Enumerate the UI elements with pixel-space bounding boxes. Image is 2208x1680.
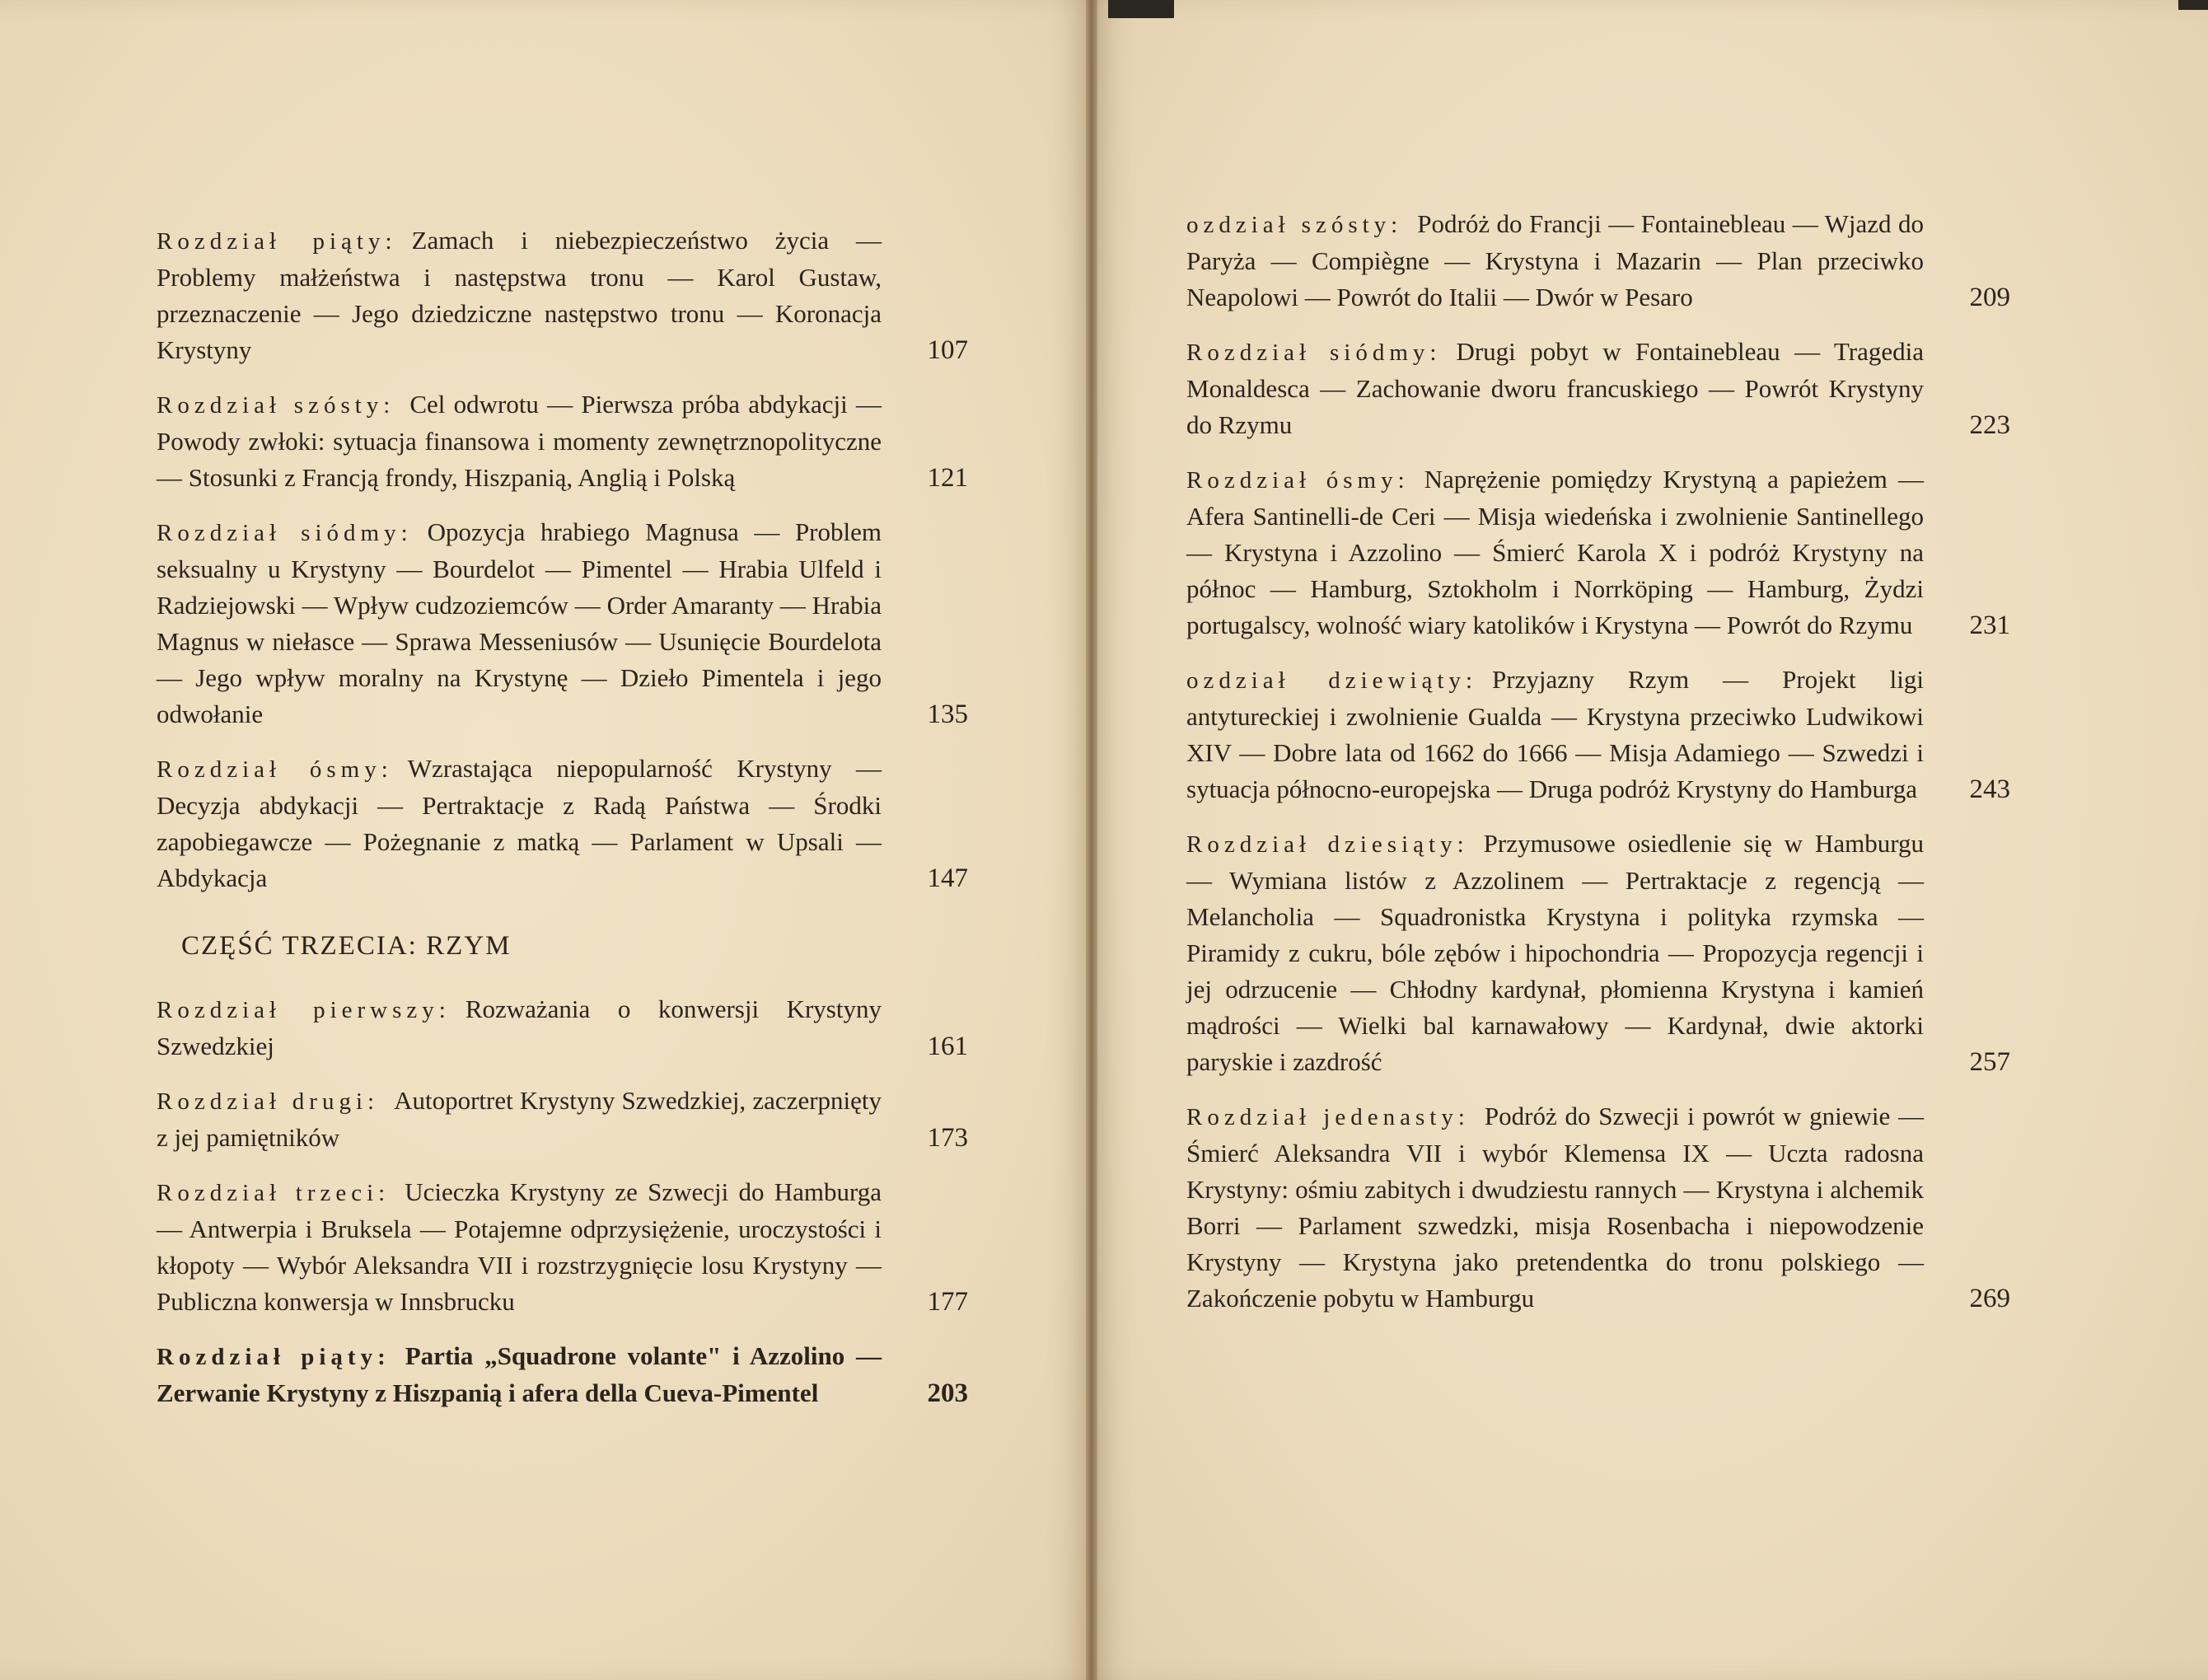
chapter-label: Rozdział pierwszy: xyxy=(157,997,451,1023)
page-number: 147 xyxy=(927,863,968,893)
toc-entry xyxy=(1186,662,2010,807)
chapter-label: ozdział szósty: xyxy=(1186,212,1403,238)
chapter-summary: Podróż do Szwecji i powrót w gniewie — Śmierć Aleksandra VII i wybór Klemensa IX — Uczta radosna Krystyny: ośmiu zabitych i dwudziestu rannych — Krystyna i alchemik Borri — Parlament szwedzki, misja Rosenbacha i niepowodzenie Krystyny — Krystyna jako pretendentka do tronu polskiego — Zakończenie pobytu w Hamburgu xyxy=(1186,1102,1924,1313)
chapter-summary: Zamach i niebezpieczeństwo życia — Problemy małżeństwa i następstwa tronu — Karol Gustaw, przeznaczenie — Jego dziedziczne następstwo tronu — Koronacja Krystyny xyxy=(157,226,882,364)
toc-entry xyxy=(157,1083,968,1156)
page-number: 203 xyxy=(927,1378,968,1408)
chapter-summary: Partia „Squadrone volante" i Azzolino — Zerwanie Krystyny z Hiszpanią i afera della Cueva-Pimentel xyxy=(157,1341,882,1407)
page-number: 231 xyxy=(1969,611,2010,640)
chapter-summary: Opozycja hrabiego Magnusa — Problem seksualny u Krystyny — Bourdelot — Pimentel — Hrabia Ulfeld i Radziejowski — Wpływ cudzoziemców — Order Amaranty — Hrabia Magnus w niełasce — Sprawa Messeniusów — Usunięcie Bourdelota — Jego wpływ moralny na Krystynę — Dzieło Pimentela i jego odwołanie xyxy=(157,517,882,728)
page-number: 107 xyxy=(927,335,968,365)
chapter-summary: Przymusowe osiedlenie się w Hamburgu — Wymiana listów z Azzolinem — Pertraktacje z regencją — Melancholia — Squadronistka Krystyna i polityka rzymska — Piramidy z cukru, bóle zębów i hipochondria — Propozycja regencji i jej odrzucenie — Chłodny kardynał, płomienna Krystyna i kamień mądrości — Wielki bal karnawałowy — Kardynał, dwie aktorki paryskie i zazdrość xyxy=(1186,829,1924,1076)
chapter-label: Rozdział piąty: xyxy=(157,1344,391,1370)
left-toc xyxy=(157,222,968,1430)
page-number: 161 xyxy=(927,1032,968,1061)
toc-entry xyxy=(157,751,968,896)
chapter-label: Rozdział piąty: xyxy=(157,228,397,255)
toc-entry xyxy=(1186,334,2010,443)
left-page xyxy=(0,0,1092,1680)
page-number: 257 xyxy=(1969,1047,2010,1077)
chapter-label: Rozdział jedenasty: xyxy=(1186,1104,1470,1130)
chapter-summary: Autoportret Krystyny Szwedzkiej, zaczerpnięty z jej pamiętników xyxy=(157,1086,882,1152)
page-number: 177 xyxy=(927,1287,968,1317)
chapter-summary: Przyjazny Rzym — Projekt ligi antytureckiej i zwolnienie Gualda — Krystyna przeciwko Ludwikowi XIV — Dobre lata od 1662 do 1666 — Misja Adamiego — Szwedzi i sytuacja północno-europejska — Druga podróż Krystyny do Hamburga xyxy=(1186,665,1925,803)
chapter-summary: Cel odwrotu — Pierwsza próba abdykacji — Powody zwłoki: sytuacja finansowa i momenty zewnętrznopolityczne — Stosunki z Francją frondy, Hiszpanią, Anglią i Polską xyxy=(157,390,882,492)
chapter-label: Rozdział drugi: xyxy=(157,1088,380,1115)
background-edge xyxy=(2178,0,2208,10)
page-number: 121 xyxy=(927,463,968,493)
toc-entry xyxy=(157,1338,968,1411)
chapter-summary: Ucieczka Krystyny ze Szwecji do Hamburga — Antwerpia i Bruksela — Potajemne odprzysiężenie, uroczystości i kłopoty — Wybór Aleksandra VII i rozstrzygnięcie losu Krystyny — Publiczna konwersja w Innsbrucku xyxy=(157,1177,882,1316)
toc-entry xyxy=(157,514,968,732)
toc-entry xyxy=(1186,1098,2010,1317)
toc-entry xyxy=(1186,461,2010,643)
page-number: 269 xyxy=(1969,1284,2010,1313)
chapter-label: Rozdział siódmy: xyxy=(157,520,413,546)
page-number: 173 xyxy=(927,1123,968,1153)
toc-entry xyxy=(1186,826,2010,1080)
toc-entry xyxy=(1186,206,2010,316)
chapter-label: Rozdział szósty: xyxy=(157,392,395,419)
background-edge xyxy=(1108,0,1174,18)
chapter-label: Rozdział dziesiąty: xyxy=(1186,831,1469,858)
page-number: 135 xyxy=(927,700,968,729)
chapter-label: Rozdział siódmy: xyxy=(1186,339,1442,366)
chapter-label: Rozdział ósmy: xyxy=(1186,467,1410,494)
page-number: 243 xyxy=(1969,774,2010,804)
chapter-label: ozdział dziewiąty: xyxy=(1186,667,1478,694)
chapter-summary: Podróż do Francji — Fontainebleau — Wjazd do Paryża — Compiègne — Krystyna i Mazarin — Plan przeciwko Neapolowi — Powrót do Italii — Dwór w Pesaro xyxy=(1186,209,1924,311)
chapter-summary: Rozważania o konwersji Krystyny Szwedzkiej xyxy=(157,994,882,1060)
book-gutter xyxy=(1086,0,1097,1680)
toc-entry xyxy=(157,222,968,368)
page-number: 223 xyxy=(1969,410,2010,440)
part-heading: CZĘŚĆ TRZECIA: RZYM xyxy=(181,931,512,961)
chapter-label: Rozdział ósmy: xyxy=(157,756,393,783)
page-number: 209 xyxy=(1969,283,2010,312)
chapter-summary: Drugi pobyt w Fontainebleau — Tragedia Monaldesca — Zachowanie dworu francuskiego — Powrót Krystyny do Rzymu xyxy=(1186,337,1924,439)
right-toc xyxy=(1186,206,2010,1335)
chapter-label: Rozdział trzeci: xyxy=(157,1180,391,1206)
right-page xyxy=(1092,0,2208,1680)
chapter-summary: Wzrastająca niepopularność Krystyny — Decyzja abdykacji — Pertraktacje z Radą Państwa — Środki zapobiegawcze — Pożegnanie z matką — Parlament w Upsali — Abdykacja xyxy=(157,754,882,892)
toc-entry xyxy=(157,386,968,496)
toc-entry xyxy=(157,991,968,1065)
chapter-summary: Naprężenie pomiędzy Krystyną a papieżem — Afera Santinelli-de Ceri — Misja wiedeńska i zwolnienie Santinellego — Krystyna i Azzolino — Śmierć Karola X i podróż Krystyny na północ — Hamburg, Sztokholm i Norrköping — Hamburg, Żydzi portugalscy, wolność wiary katolików i Krystyna — Powrót do Rzymu xyxy=(1186,465,1924,639)
toc-entry xyxy=(157,1174,968,1320)
